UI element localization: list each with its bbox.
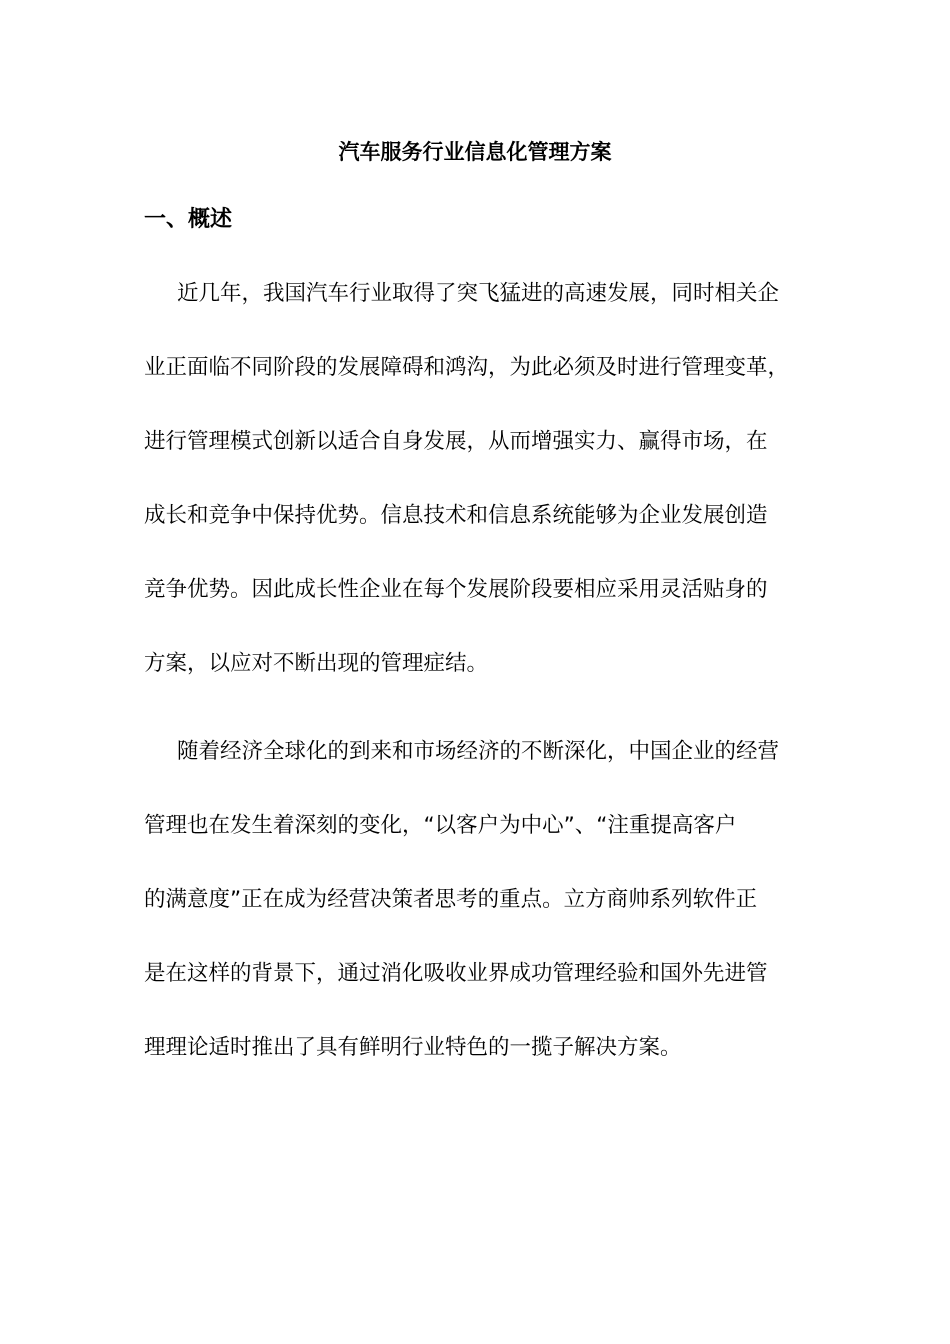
paragraph-line: 业正面临不同阶段的发展障碍和鸿沟，为此必须及时进行管理变革， — [144, 355, 790, 380]
document-title: 汽车服务行业信息化管理方案 — [338, 140, 612, 164]
paragraph-1 — [144, 257, 808, 701]
paragraph-line: 的满意度”正在成为经营决策者思考的重点。立方商帅系列软件正 — [144, 887, 758, 912]
paragraph-line: 随着经济全球化的到来和市场经济的不断深化，中国企业的经营 — [177, 739, 780, 764]
paragraph-2 — [144, 715, 808, 1085]
paragraph-line: 进行管理模式创新以适合自身发展，从而增强实力、赢得市场，在 — [144, 429, 768, 454]
paragraph-line: 管理也在发生着深刻的变化，“以客户为中心”、“注重提高客户 — [144, 813, 737, 838]
paragraph-line: 近几年，我国汽车行业取得了突飞猛进的高速发展，同时相关企 — [177, 281, 780, 306]
paragraph-line: 是在这样的背景下，通过消化吸收业界成功管理经验和国外先进管 — [144, 961, 768, 986]
section-heading-overview: 一、概述 — [144, 207, 233, 232]
paragraph-line: 竞争优势。因此成长性企业在每个发展阶段要相应采用灵活贴身的 — [144, 577, 768, 602]
paragraph-line: 方案，以应对不断出现的管理症结。 — [144, 651, 489, 676]
paragraph-line: 成长和竞争中保持优势。信息技术和信息系统能够为企业发展创造 — [144, 503, 768, 528]
paragraph-line: 理理论适时推出了具有鲜明行业特色的一揽子解决方案。 — [144, 1035, 682, 1060]
